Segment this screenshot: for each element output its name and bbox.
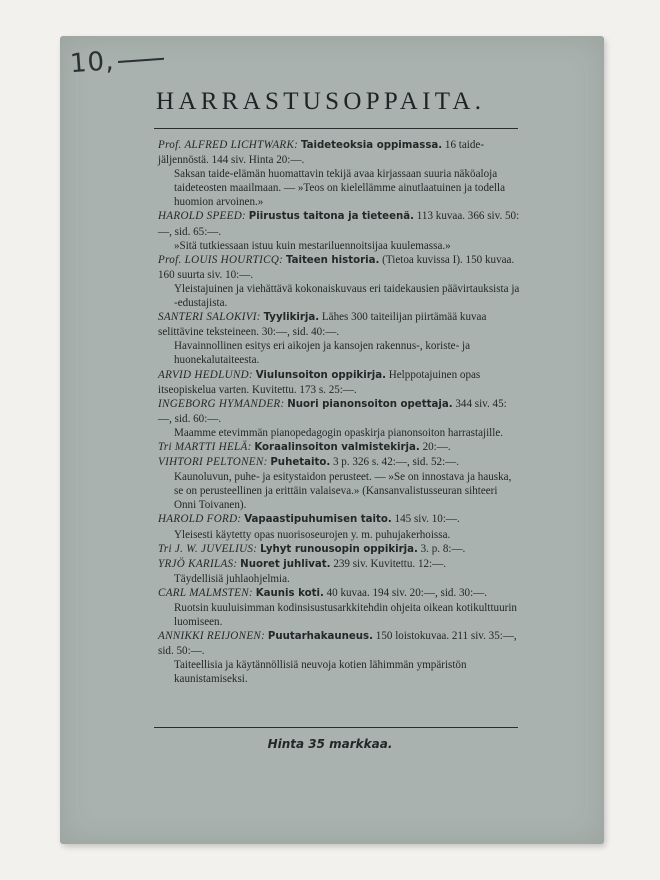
entry-author: Tri J. W. JUVELIUS: [158,542,258,555]
entry-author: YRJÖ KARILAS: [158,557,238,570]
entry-description: Ruotsin kuuluisimman kodinsisustusarkkitehdin ohjeita oikean kotikulttuurin luomiseen. [174,602,517,629]
book-entry [158,512,520,527]
entry-author: ANNIKKI REIJONEN: [158,630,266,643]
book-entry [158,253,520,282]
entry-description: Saksan taide-elämän huomattavin tekijä avaa kirjassaan suuria näköaloja taideteosten maailmaan. — »Teos on kielellämme ainutlaatuinen ja todella huomion arvoinen.» [174,168,505,209]
entry-description: Maamme etevimmän pianopedagogin opaskirja pianonsoiton harrastajille. [174,426,504,439]
entry-title: Puutarhakauneus. [267,631,373,643]
entry-author: CARL MALMSTEN: [158,586,253,599]
entry-description: Täydellisiä juhlaohjelmia. [174,572,290,585]
top-divider [154,128,518,129]
page-title: HARRASTUSOPPAITA. [156,88,486,115]
entry-author: ARVID HEDLUND: [158,368,253,381]
entry-title: Viulunsoiton oppikirja. [255,369,386,381]
book-entry [158,586,520,601]
handwritten-note: 10, [69,43,165,80]
entry-details: 239 siv. Kuvitettu. 12:—. [333,557,447,570]
book-entry [158,557,520,572]
price-line: Hinta 35 markkaa. [267,737,393,751]
entry-title: Koraalinsoiton valmistekirja. [254,441,420,453]
entry-description: Havainnollinen esitys eri aikojen ja kansojen rakennus-, koriste- ja huonekalutaiteesta. [174,340,471,367]
entry-details: (Tietoa kuvissa I). 150 kuvaa. 160 suurta siv. 10:—. [158,253,515,281]
book-entry [158,629,520,658]
entry-title: Piirustus taitona ja tieteenä. [248,211,414,223]
entry-title: Vapaastipuhumisen taito. [244,514,392,526]
entry-title: Tyylikirja. [263,312,320,324]
entry-description: Yleistajuinen ja viehättävä kokonaiskuvaus eri taidekausien päävirtauksista ja -edustajista. [174,282,520,310]
entry-author: SANTERI SALOKIVI: [158,311,261,324]
entry-author: INGEBORG HYMANDER: [158,397,285,410]
entry-title: Lyhyt runousopin oppikirja. [260,543,418,555]
entry-description: »Sitä tutkiessaan istuu kuin mestariluennoitsijaa kuulemassa.» [174,239,451,252]
entry-details: 40 kuvaa. 194 siv. 20:—, sid. 30:—. [326,586,488,599]
book-entry [158,368,520,397]
entry-author: Prof. LOUIS HOURTICQ: [158,253,284,266]
entry-details: 344 siv. 45:—, sid. 60:—. [158,397,507,425]
entry-details: 113 kuvaa. 366 siv. 50:—, sid. 65:—. [158,210,520,238]
book-entry [158,440,520,455]
entry-details: 20:—. [422,440,451,453]
entry-title: Taiteen historia. [285,254,380,266]
entry-title: Nuoret juhlivat. [240,558,331,570]
book-entry [158,397,520,426]
book-entry [158,138,520,167]
entry-title: Nuori pianonsoiton opettaja. [287,398,453,410]
entry-author: VIHTORI PELTONEN: [158,456,268,469]
entry-details: 145 siv. 10:—. [394,513,460,526]
bottom-divider [154,727,518,728]
entry-description: Yleisesti käytetty opas nuorisoseurojen y. m. puhujakerhoissa. [174,528,451,541]
book-entry [158,542,520,557]
entry-author: Prof. ALFRED LICHTWARK: [158,139,299,151]
entry-description: Kaunoluvun, puhe- ja esitystaidon perusteet. — »Se on innostava ja hauska, se on perusteellinen ja erittäin valaiseva.» (Kansanvalistusseuran sihteeri Onni Toivanen). [174,471,512,512]
entry-author: Tri MARTTI HELÄ: [158,440,252,453]
handwritten-dash [118,57,164,62]
entry-details: Helppotajuinen opas itseopiskelua varten. Kuvitettu. 173 s. 25:—. [158,368,481,396]
book-list [158,138,520,687]
entry-author: HAROLD SPEED: [158,210,247,223]
entry-details: 3 p. 326 s. 42:—, sid. 52:—. [332,456,460,469]
entry-details: Lähes 300 taiteilijan piirtämää kuvaa selittävine teksteineen. 30:—, sid. 40:—. [158,311,487,339]
book-entry [158,310,520,339]
entry-title: Taideteoksia oppimassa. [300,140,443,151]
entry-details: 3. p. 8:—. [420,542,466,555]
entry-author: HAROLD FORD: [158,513,242,526]
entry-title: Kaunis koti. [255,587,324,599]
book-entry [158,455,520,470]
entry-details: 150 loistokuvaa. 211 siv. 35:—, sid. 50:—. [158,630,517,658]
book-entry [158,209,520,238]
entry-description: Taiteellisia ja käytännöllisiä neuvoja kotien lähimmän ympäristön kaunistamiseksi. [174,659,467,686]
entry-details: 16 taide-jäljennöstä. 144 siv. Hinta 20:—. [158,139,485,167]
entry-title: Puhetaito. [270,457,331,469]
